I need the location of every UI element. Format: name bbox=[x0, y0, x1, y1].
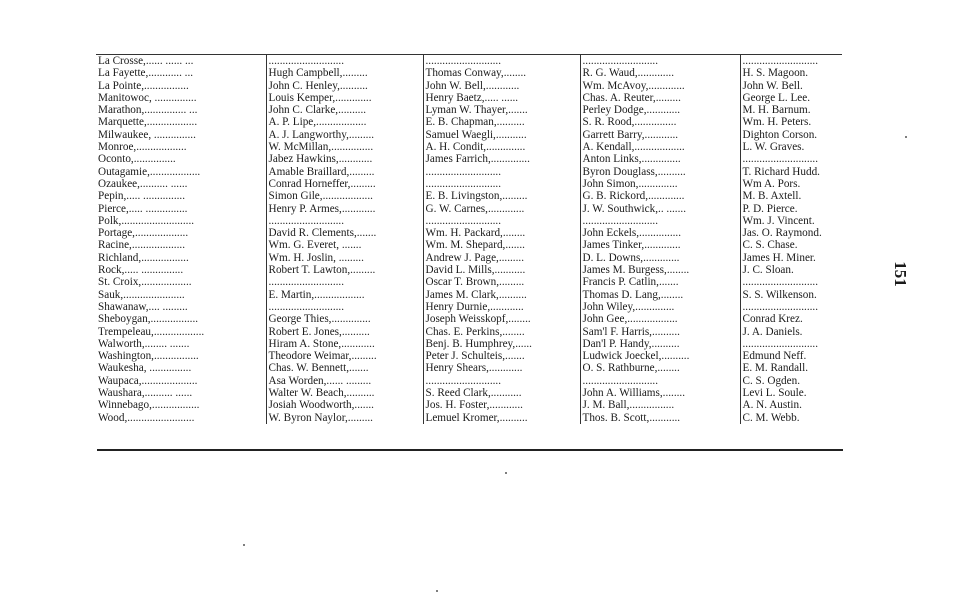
officer-cell-1: ........................... bbox=[266, 55, 423, 68]
officer-cell-2: Andrew J. Page,......... bbox=[423, 252, 580, 264]
table-row bbox=[96, 92, 842, 104]
county-cell: Monroe,.................. bbox=[96, 141, 266, 153]
officer-cell-2: Benj. B. Humphrey,...... bbox=[423, 338, 580, 350]
officer-cell-1: Chas. W. Bennett,....... bbox=[266, 362, 423, 374]
officer-cell-3: Thos. B. Scott,........... bbox=[580, 412, 740, 424]
officer-cell-1: E. Martin,.................. bbox=[266, 289, 423, 301]
paper-speck bbox=[505, 472, 507, 474]
officer-cell-2: ........................... bbox=[423, 178, 580, 190]
county-cell: Richland,................. bbox=[96, 252, 266, 264]
county-cell: Milwaukee, ............... bbox=[96, 129, 266, 141]
officer-cell-3: Byron Douglass,.......... bbox=[580, 166, 740, 178]
officer-cell-2: Joseph Weisskopf,........ bbox=[423, 313, 580, 325]
officer-cell-2: Thomas Conway,........ bbox=[423, 67, 580, 79]
officer-cell-3: J. W. Southwick,.. ....... bbox=[580, 203, 740, 215]
county-cell: Washington,................ bbox=[96, 350, 266, 362]
officer-cell-4: A. N. Austin. bbox=[742, 399, 802, 412]
officer-cell-3: Thomas D. Lang,........ bbox=[580, 289, 740, 301]
table-row bbox=[96, 116, 842, 128]
officer-cell-2: ........................... bbox=[423, 55, 580, 68]
table-row bbox=[96, 338, 842, 350]
officer-cell-2: ........................... bbox=[423, 215, 580, 227]
table-row bbox=[96, 375, 842, 387]
officer-cell-1: ........................... bbox=[266, 215, 423, 227]
county-cell: La Fayette,............ ... bbox=[96, 67, 266, 79]
officer-cell-1: A. J. Langworthy,......... bbox=[266, 129, 423, 141]
officer-cell-3: John Gee,.................. bbox=[580, 313, 740, 325]
table-row bbox=[96, 289, 842, 301]
officer-cell-3: Ludwick Joeckel,.......... bbox=[580, 350, 740, 362]
table-row bbox=[96, 141, 842, 153]
officer-cell-3: John A. Williams,........ bbox=[580, 387, 740, 399]
table-row bbox=[96, 301, 842, 313]
county-cell: Pierce,..... ............... bbox=[96, 203, 266, 215]
officer-cell-4: ........................... bbox=[742, 300, 819, 313]
county-cell: Portage,................... bbox=[96, 227, 266, 239]
officer-cell-1: W. Byron Naylor,......... bbox=[266, 412, 423, 424]
table-row bbox=[96, 153, 842, 165]
officer-cell-1: Jabez Hawkins,............ bbox=[266, 153, 423, 165]
county-cell: La Crosse,...... ...... ... bbox=[96, 55, 266, 68]
officer-cell-4: John W. Bell. bbox=[742, 79, 803, 92]
county-cell: Winnebago,................. bbox=[96, 399, 266, 411]
officer-cell-4: L. W. Graves. bbox=[742, 141, 805, 154]
officer-cell-4: M. H. Barnum. bbox=[742, 104, 811, 117]
officer-cell-3: R. G. Waud,............. bbox=[580, 67, 740, 79]
officer-cell-2: S. Reed Clark,........... bbox=[423, 387, 580, 399]
officer-cell-1: ........................... bbox=[266, 301, 423, 313]
officer-cell-2: Samuel Waegli,........... bbox=[423, 129, 580, 141]
officer-cell-4: Wm. H. Peters. bbox=[742, 116, 812, 129]
officer-cell-3: G. B. Rickord,............. bbox=[580, 190, 740, 202]
table-row bbox=[96, 350, 842, 362]
officer-cell-3: Perley Dodge,............ bbox=[580, 104, 740, 116]
officer-cell-2: ........................... bbox=[423, 166, 580, 178]
officer-cell-2: Henry Baetz,..... ...... bbox=[423, 92, 580, 104]
county-cell: Rock,..... ............... bbox=[96, 264, 266, 276]
officer-cell-1: Robert E. Jones,.......... bbox=[266, 326, 423, 338]
county-cell: St. Croix,.................. bbox=[96, 276, 266, 288]
officer-cell-4: S. S. Wilkenson. bbox=[742, 288, 817, 301]
officer-cell-1: ........................... bbox=[266, 276, 423, 288]
officer-cell-2: Henry Durnie,............ bbox=[423, 301, 580, 313]
table-row bbox=[96, 239, 842, 251]
officer-cell-1: A. P. Lipe,.................. bbox=[266, 116, 423, 128]
officer-cell-1: David R. Clements,....... bbox=[266, 227, 423, 239]
officer-cell-3: James Tinker,............. bbox=[580, 239, 740, 251]
paper-speck bbox=[243, 544, 245, 546]
county-cell: Polk,.......................... bbox=[96, 215, 266, 227]
officer-cell-4: T. Richard Hudd. bbox=[742, 165, 820, 178]
table-row bbox=[96, 387, 842, 399]
county-cell: Sheboygan,................. bbox=[96, 313, 266, 325]
officer-cell-2: Wm. H. Packard,........ bbox=[423, 227, 580, 239]
officer-cell-1: Amable Braillard,......... bbox=[266, 166, 423, 178]
officer-cell-4: Wm. J. Vincent. bbox=[742, 214, 815, 227]
table-row bbox=[96, 215, 842, 227]
table-row bbox=[96, 80, 842, 92]
officer-cell-3: John Simon,.............. bbox=[580, 178, 740, 190]
officer-cell-1: John C. Clarke,.......... bbox=[266, 104, 423, 116]
officer-cell-1: Wm. G. Everet, ....... bbox=[266, 239, 423, 251]
officer-cell-4: C. S. Ogden. bbox=[742, 374, 800, 387]
officer-cell-3: S. R. Rood,............... bbox=[580, 116, 740, 128]
officer-cell-3: John Eckels,............... bbox=[580, 227, 740, 239]
officer-cell-4: James H. Miner. bbox=[742, 251, 816, 264]
officer-cell-1: Asa Worden,...... ......... bbox=[266, 375, 423, 387]
officer-cell-4: Jas. O. Raymond. bbox=[742, 227, 822, 240]
officer-cell-2: G. W. Carnes,............. bbox=[423, 203, 580, 215]
county-cell: Racine,................... bbox=[96, 239, 266, 251]
officer-cell-1: Louis Kemper,............. bbox=[266, 92, 423, 104]
officer-cell-2: Chas. E. Perkins,........ bbox=[423, 326, 580, 338]
officer-cell-4: Edmund Neff. bbox=[742, 350, 807, 363]
table-row bbox=[96, 252, 842, 264]
table-row bbox=[96, 203, 842, 215]
officer-cell-3: Wm. McAvoy,............. bbox=[580, 80, 740, 92]
table-row bbox=[96, 55, 842, 68]
officer-cell-4: Wm A. Pors. bbox=[742, 177, 801, 190]
officer-cell-4: P. D. Pierce. bbox=[742, 202, 798, 215]
officer-cell-2: James Farrich,.............. bbox=[423, 153, 580, 165]
officer-cell-4: ........................... bbox=[742, 337, 819, 350]
officer-cell-3: Chas. A. Reuter,......... bbox=[580, 92, 740, 104]
paper-speck bbox=[905, 136, 907, 138]
officer-cell-3: Sam'l F. Harris,.......... bbox=[580, 326, 740, 338]
officer-cell-3: Francis P. Catlin,....... bbox=[580, 276, 740, 288]
county-cell: Waukesha, ............... bbox=[96, 362, 266, 374]
officer-cell-4: C. S. Chase. bbox=[742, 239, 798, 252]
officer-cell-1: Josiah Woodworth,....... bbox=[266, 399, 423, 411]
county-cell: La Pointe,................ bbox=[96, 80, 266, 92]
county-cell: Pepin,..... ............... bbox=[96, 190, 266, 202]
officer-cell-2: E. B. Chapman,.......... bbox=[423, 116, 580, 128]
officer-cell-2: Jos. H. Foster,............ bbox=[423, 399, 580, 411]
county-cell: Outagamie,.................. bbox=[96, 166, 266, 178]
page-number: 151 bbox=[891, 261, 910, 287]
officer-cell-2: David L. Mills,........... bbox=[423, 264, 580, 276]
officer-cell-2: James M. Clark,.......... bbox=[423, 289, 580, 301]
officer-cell-3: J. M. Ball,................ bbox=[580, 399, 740, 411]
officer-cell-2: Lyman W. Thayer,....... bbox=[423, 104, 580, 116]
officer-cell-1: Walter W. Beach,.......... bbox=[266, 387, 423, 399]
county-cell: Ozaukee,.......... ...... bbox=[96, 178, 266, 190]
table-row bbox=[96, 67, 842, 79]
officer-cell-2: Wm. M. Shepard,....... bbox=[423, 239, 580, 251]
officer-cell-3: Anton Links,.............. bbox=[580, 153, 740, 165]
officer-cell-2: A. H. Condit,.............. bbox=[423, 141, 580, 153]
officer-cell-4: E. M. Randall. bbox=[742, 362, 809, 375]
officer-cell-4: George L. Lee. bbox=[742, 91, 811, 104]
officer-cell-2: Henry Shears,............ bbox=[423, 362, 580, 374]
officer-cell-1: Conrad Horneffer,......... bbox=[266, 178, 423, 190]
officer-cell-1: George Thies,.............. bbox=[266, 313, 423, 325]
officer-cell-2: ........................... bbox=[423, 375, 580, 387]
table-row bbox=[96, 326, 842, 338]
officer-cell-3: ........................... bbox=[580, 375, 740, 387]
officer-cell-4: ........................... bbox=[742, 153, 819, 166]
table-row bbox=[96, 276, 842, 288]
officer-cell-3: ........................... bbox=[580, 55, 740, 68]
county-cell: Walworth,........ ....... bbox=[96, 338, 266, 350]
officer-cell-1: John C. Henley,.......... bbox=[266, 80, 423, 92]
county-cell: Manitowoc, ............... bbox=[96, 92, 266, 104]
county-cell: Marquette,.................. bbox=[96, 116, 266, 128]
officer-cell-3: John Wiley,.............. bbox=[580, 301, 740, 313]
officer-cell-3: D. L. Downs,............. bbox=[580, 252, 740, 264]
officer-cell-3: James M. Burgess,........ bbox=[580, 264, 740, 276]
table-row bbox=[96, 166, 842, 178]
officer-cell-1: Simon Gile,.................. bbox=[266, 190, 423, 202]
officer-cell-4: J. C. Sloan. bbox=[742, 264, 794, 277]
officer-cell-4: J. A. Daniels. bbox=[742, 325, 803, 338]
officer-cell-1: Robert T. Lawton,......... bbox=[266, 264, 423, 276]
bottom-rule bbox=[97, 449, 843, 451]
officer-cell-1: Theodore Weimar,......... bbox=[266, 350, 423, 362]
county-cell: Sauk,...................... bbox=[96, 289, 266, 301]
table-row bbox=[96, 412, 842, 424]
officer-cell-3: Dan'l P. Handy,.......... bbox=[580, 338, 740, 350]
officer-cell-2: Oscar T. Brown,......... bbox=[423, 276, 580, 288]
county-cell: Waupaca,.................... bbox=[96, 375, 266, 387]
table-row bbox=[96, 178, 842, 190]
county-cell: Marathon,............... ... bbox=[96, 104, 266, 116]
officer-cell-3: O. S. Rathburne,........ bbox=[580, 362, 740, 374]
county-officers-table bbox=[96, 54, 842, 424]
officer-cell-2: Peter J. Schulteis,....... bbox=[423, 350, 580, 362]
table-body bbox=[96, 55, 842, 424]
officer-cell-3: Garrett Barry,............ bbox=[580, 129, 740, 141]
officer-cell-1: Wm. H. Joslin, ......... bbox=[266, 252, 423, 264]
county-cell: Trempeleau,.................. bbox=[96, 326, 266, 338]
table-row bbox=[96, 104, 842, 116]
table-row bbox=[96, 129, 842, 141]
table-row bbox=[96, 190, 842, 202]
officer-cell-4: C. M. Webb. bbox=[742, 411, 800, 424]
officer-cell-1: W. McMillan,............... bbox=[266, 141, 423, 153]
officer-cell-4: Dighton Corson. bbox=[742, 128, 818, 141]
officer-cell-1: Hugh Campbell,......... bbox=[266, 67, 423, 79]
officer-cell-2: E. B. Livingston,......... bbox=[423, 190, 580, 202]
officer-cell-4: Conrad Krez. bbox=[742, 313, 803, 326]
officer-cell-1: Henry P. Armes,............ bbox=[266, 203, 423, 215]
officer-cell-3: A. Kendall,.................. bbox=[580, 141, 740, 153]
county-cell: Oconto,............... bbox=[96, 153, 266, 165]
officer-cell-4: ........................... bbox=[742, 276, 819, 289]
officer-cell-4: M. B. Axtell. bbox=[742, 190, 802, 203]
table-row bbox=[96, 362, 842, 374]
county-cell: Wood,........................ bbox=[96, 412, 266, 424]
table-row bbox=[96, 313, 842, 325]
officer-cell-2: John W. Bell,............ bbox=[423, 80, 580, 92]
officer-cell-4: Levi L. Soule. bbox=[742, 387, 807, 400]
officer-cell-4: ........................... bbox=[740, 55, 842, 68]
officer-cell-3: ........................... bbox=[580, 215, 740, 227]
table-row bbox=[96, 399, 842, 411]
table-row bbox=[96, 264, 842, 276]
officer-cell-2: Lemuel Kromer,.......... bbox=[423, 412, 580, 424]
county-cell: Shawanaw,.... ......... bbox=[96, 301, 266, 313]
officer-cell-1: Hiram A. Stone,............ bbox=[266, 338, 423, 350]
county-cell: Waushara,.......... ...... bbox=[96, 387, 266, 399]
paper-speck bbox=[436, 590, 438, 592]
table-row bbox=[96, 227, 842, 239]
officer-cell-4: H. S. Magoon. bbox=[742, 67, 809, 80]
